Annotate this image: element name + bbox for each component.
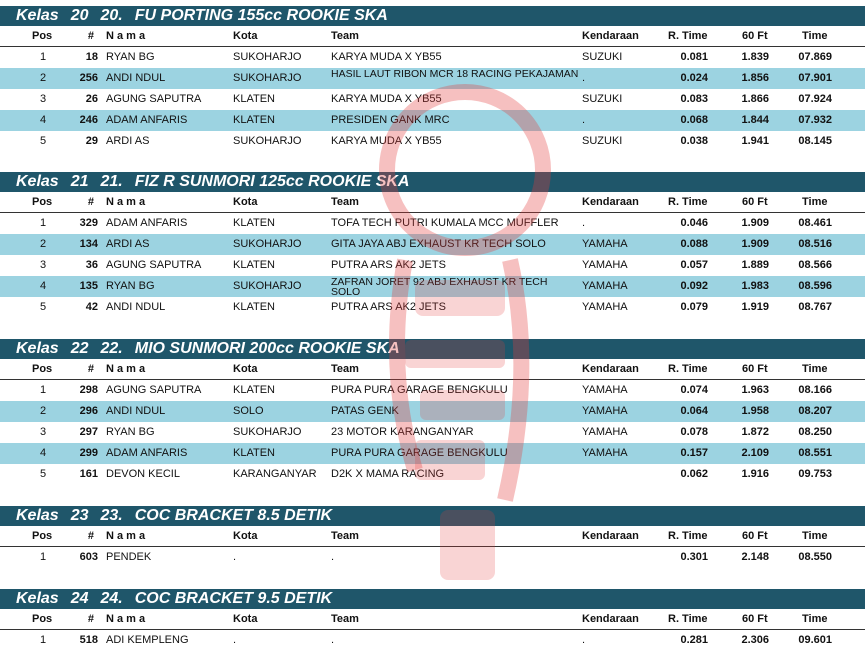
cell-team: 23 MOTOR KARANGANYAR (331, 426, 474, 438)
table-header (0, 192, 865, 213)
cell-ft: 2.306 (741, 634, 769, 646)
cell-ft: 1.919 (741, 301, 769, 313)
cell-name: ADAM ANFARIS (106, 447, 188, 459)
section-title-num: 21 (70, 173, 89, 190)
cell-time: 08.166 (798, 384, 832, 396)
class-section (0, 506, 865, 568)
cell-rt: 0.057 (680, 259, 708, 271)
table-row (0, 47, 865, 68)
cell-kota: SUKOHARJO (233, 72, 302, 84)
cell-kota: SUKOHARJO (233, 51, 302, 63)
cell-kota: KLATEN (233, 114, 275, 126)
cell-no: 135 (79, 280, 98, 292)
class-section (0, 6, 865, 152)
cell-pos: 1 (39, 51, 47, 63)
cell-no: 42 (85, 301, 98, 313)
header-kendaraan: Kendaraan (582, 613, 639, 625)
table-row (0, 630, 865, 651)
cell-kota: SUKOHARJO (233, 135, 302, 147)
section-title-bar (0, 172, 865, 192)
cell-kend: SUZUKI (582, 135, 623, 147)
cell-kota: SOLO (233, 405, 264, 417)
header-ft: 60 Ft (742, 613, 768, 625)
cell-rt: 0.157 (680, 447, 708, 459)
cell-kota: . (233, 634, 237, 646)
table-row (0, 380, 865, 401)
table-header (0, 526, 865, 547)
cell-time: 08.551 (798, 447, 832, 459)
header-rtime: R. Time (668, 196, 708, 208)
cell-kota: KARANGANYAR (233, 468, 317, 480)
cell-team: KARYA MUDA X YB55 (331, 135, 442, 147)
cell-no: 329 (79, 217, 98, 229)
table-header (0, 26, 865, 47)
cell-team: PURA PURA GARAGE BENGKULU (331, 447, 508, 459)
header-team: Team (331, 196, 359, 208)
cell-team: PUTRA ARS AK2 JETS (331, 301, 446, 313)
header-name: N a m a (106, 363, 146, 375)
header-no: # (87, 196, 94, 208)
header-pos: Pos (32, 30, 53, 42)
cell-kend: YAMAHA (582, 301, 628, 313)
cell-name: ADI KEMPLENG (106, 634, 189, 646)
cell-time: 08.461 (798, 217, 832, 229)
cell-name: ARDI AS (106, 135, 150, 147)
header-name: N a m a (106, 613, 146, 625)
header-team: Team (331, 363, 359, 375)
cell-ft: 1.866 (741, 93, 769, 105)
cell-kend: SUZUKI (582, 93, 623, 105)
header-kendaraan: Kendaraan (582, 196, 639, 208)
cell-time: 07.932 (798, 114, 832, 126)
cell-ft: 1.844 (741, 114, 769, 126)
cell-name: DEVON KECIL (106, 468, 180, 480)
cell-name: ANDI NDUL (106, 301, 166, 313)
cell-kend: . (582, 114, 586, 126)
header-rtime: R. Time (668, 30, 708, 42)
header-pos: Pos (32, 530, 53, 542)
header-ft: 60 Ft (742, 530, 768, 542)
cell-rt: 0.088 (680, 238, 708, 250)
cell-name: ADAM ANFARIS (106, 217, 188, 229)
cell-pos: 5 (39, 468, 47, 480)
header-pos: Pos (32, 613, 53, 625)
header-pos: Pos (32, 363, 53, 375)
header-name: N a m a (106, 30, 146, 42)
section-title-bar (0, 589, 865, 609)
cell-kend: YAMAHA (582, 447, 628, 459)
cell-time: 07.901 (798, 72, 832, 84)
cell-no: 256 (79, 72, 98, 84)
cell-ft: 1.909 (741, 238, 769, 250)
cell-kota: KLATEN (233, 217, 275, 229)
cell-kota: SUKOHARJO (233, 238, 302, 250)
cell-kota: SUKOHARJO (233, 280, 302, 292)
header-ft: 60 Ft (742, 30, 768, 42)
header-no: # (87, 363, 94, 375)
section-title-title: COC BRACKET 8.5 DETIK (134, 507, 333, 524)
cell-no: 18 (85, 51, 98, 63)
header-kota: Kota (233, 196, 258, 208)
cell-no: 246 (79, 114, 98, 126)
section-title-bar (0, 6, 865, 26)
cell-time: 08.250 (798, 426, 832, 438)
section-title-kelas: Kelas (16, 590, 59, 607)
table-row (0, 422, 865, 443)
cell-pos: 2 (39, 72, 47, 84)
cell-team: HASIL LAUT RIBON MCR 18 RACING PEKAJAMAN (331, 69, 579, 79)
header-name: N a m a (106, 196, 146, 208)
cell-team: D2K X MAMA RACING (331, 468, 445, 480)
table-row (0, 255, 865, 276)
cell-team: PURA PURA GARAGE BENGKULU (331, 384, 508, 396)
cell-team: . (331, 634, 335, 646)
section-title-num: 20 (70, 7, 89, 24)
cell-name: ADAM ANFARIS (106, 114, 188, 126)
cell-ft: 1.872 (741, 426, 769, 438)
cell-kota: KLATEN (233, 301, 275, 313)
cell-pos: 5 (39, 135, 47, 147)
cell-kend: . (582, 72, 586, 84)
cell-kend: YAMAHA (582, 280, 628, 292)
section-title-title: COC BRACKET 9.5 DETIK (134, 590, 333, 607)
cell-name: ANDI NDUL (106, 405, 166, 417)
cell-time: 07.869 (798, 51, 832, 63)
cell-no: 26 (85, 93, 98, 105)
class-section (0, 589, 865, 651)
cell-kota: KLATEN (233, 384, 275, 396)
section-title-kelas: Kelas (16, 173, 59, 190)
cell-ft: 2.109 (741, 447, 769, 459)
table-row (0, 234, 865, 255)
section-title-label: 23. (100, 507, 123, 524)
cell-rt: 0.024 (680, 72, 708, 84)
section-title-title: FIZ R SUNMORI 125cc ROOKIE SKA (134, 173, 410, 190)
cell-team: PUTRA ARS AK2 JETS (331, 259, 446, 271)
header-team: Team (331, 30, 359, 42)
section-title-title: MIO SUNMORI 200cc ROOKIE SKA (134, 340, 400, 357)
cell-ft: 1.941 (741, 135, 769, 147)
header-time: Time (802, 530, 828, 542)
cell-time: 08.550 (798, 551, 832, 563)
cell-ft: 1.958 (741, 405, 769, 417)
cell-ft: 1.963 (741, 384, 769, 396)
table-row (0, 276, 865, 297)
cell-team: ZAFRAN JORET 92 ABJ EXHAUST KR TECH SOLO (331, 277, 548, 297)
cell-kend: . (582, 634, 586, 646)
cell-time: 09.753 (798, 468, 832, 480)
cell-rt: 0.081 (680, 51, 708, 63)
cell-kend: YAMAHA (582, 384, 628, 396)
section-title-bar (0, 339, 865, 359)
cell-rt: 0.083 (680, 93, 708, 105)
table-row (0, 297, 865, 318)
cell-name: AGUNG SAPUTRA (106, 93, 202, 105)
section-title-kelas: Kelas (16, 507, 59, 524)
cell-no: 518 (79, 634, 98, 646)
header-time: Time (802, 363, 828, 375)
cell-kota: . (233, 551, 237, 563)
header-team: Team (331, 613, 359, 625)
cell-team: GITA JAYA ABJ EXHAUST KR TECH SOLO (331, 238, 546, 250)
cell-time: 07.924 (798, 93, 832, 105)
cell-time: 08.767 (798, 301, 832, 313)
cell-no: 134 (79, 238, 98, 250)
header-rtime: R. Time (668, 530, 708, 542)
cell-pos: 3 (39, 426, 47, 438)
cell-rt: 0.078 (680, 426, 708, 438)
cell-ft: 1.889 (741, 259, 769, 271)
cell-time: 08.596 (798, 280, 832, 292)
cell-ft: 1.909 (741, 217, 769, 229)
cell-no: 603 (79, 551, 98, 563)
cell-team: TOFA TECH PUTRI KUMALA MCC MUFFLER (331, 217, 559, 229)
cell-ft: 1.839 (741, 51, 769, 63)
header-ft: 60 Ft (742, 363, 768, 375)
section-title-label: 21. (100, 173, 123, 190)
cell-team: PATAS GENK (331, 405, 399, 417)
header-kota: Kota (233, 530, 258, 542)
class-section (0, 339, 865, 485)
table-header (0, 359, 865, 380)
section-title-label: 24. (100, 590, 123, 607)
cell-rt: 0.038 (680, 135, 708, 147)
cell-kota: KLATEN (233, 259, 275, 271)
table-row (0, 443, 865, 464)
section-title-num: 22 (70, 340, 89, 357)
cell-ft: 1.916 (741, 468, 769, 480)
cell-ft: 1.983 (741, 280, 769, 292)
cell-kend: YAMAHA (582, 238, 628, 250)
cell-ft: 1.856 (741, 72, 769, 84)
cell-name: AGUNG SAPUTRA (106, 259, 202, 271)
cell-name: ARDI AS (106, 238, 150, 250)
table-row (0, 547, 865, 568)
cell-pos: 1 (39, 384, 47, 396)
cell-time: 08.566 (798, 259, 832, 271)
cell-time: 08.516 (798, 238, 832, 250)
cell-no: 297 (79, 426, 98, 438)
header-team: Team (331, 530, 359, 542)
cell-name: AGUNG SAPUTRA (106, 384, 202, 396)
section-title-title: FU PORTING 155cc ROOKIE SKA (134, 7, 388, 24)
section-title-label: 20. (100, 7, 123, 24)
header-no: # (87, 613, 94, 625)
header-rtime: R. Time (668, 613, 708, 625)
cell-kota: KLATEN (233, 447, 275, 459)
cell-time: 08.207 (798, 405, 832, 417)
header-kota: Kota (233, 613, 258, 625)
cell-pos: 2 (39, 238, 47, 250)
cell-time: 08.145 (798, 135, 832, 147)
table-row (0, 401, 865, 422)
section-title-num: 23 (70, 507, 89, 524)
cell-rt: 0.092 (680, 280, 708, 292)
cell-pos: 2 (39, 405, 47, 417)
cell-kend: . (582, 217, 586, 229)
section-title-label: 22. (100, 340, 123, 357)
cell-no: 29 (85, 135, 98, 147)
header-time: Time (802, 30, 828, 42)
cell-name: RYAN BG (106, 426, 155, 438)
header-pos: Pos (32, 196, 53, 208)
cell-pos: 4 (39, 447, 47, 459)
header-no: # (87, 530, 94, 542)
cell-name: PENDEK (106, 551, 152, 563)
header-time: Time (802, 196, 828, 208)
header-ft: 60 Ft (742, 196, 768, 208)
cell-kend: SUZUKI (582, 51, 623, 63)
header-kota: Kota (233, 30, 258, 42)
cell-no: 296 (79, 405, 98, 417)
header-kendaraan: Kendaraan (582, 30, 639, 42)
cell-no: 299 (79, 447, 98, 459)
cell-no: 161 (79, 468, 98, 480)
cell-rt: 0.074 (680, 384, 708, 396)
cell-team: KARYA MUDA X YB55 (331, 93, 442, 105)
section-title-num: 24 (70, 590, 89, 607)
cell-kota: KLATEN (233, 93, 275, 105)
class-section (0, 172, 865, 318)
cell-pos: 4 (39, 280, 47, 292)
header-time: Time (802, 613, 828, 625)
table-row (0, 464, 865, 485)
cell-pos: 3 (39, 93, 47, 105)
section-title-bar (0, 506, 865, 526)
header-kota: Kota (233, 363, 258, 375)
table-row (0, 68, 865, 89)
cell-rt: 0.068 (680, 114, 708, 126)
cell-name: RYAN BG (106, 280, 155, 292)
cell-team: KARYA MUDA X YB55 (331, 51, 442, 63)
cell-time: 09.601 (798, 634, 832, 646)
cell-no: 298 (79, 384, 98, 396)
cell-pos: 5 (39, 301, 47, 313)
cell-rt: 0.281 (680, 634, 708, 646)
cell-pos: 1 (39, 551, 47, 563)
cell-name: RYAN BG (106, 51, 155, 63)
cell-rt: 0.046 (680, 217, 708, 229)
cell-rt: 0.079 (680, 301, 708, 313)
cell-kota: SUKOHARJO (233, 426, 302, 438)
header-no: # (87, 30, 94, 42)
cell-pos: 1 (39, 217, 47, 229)
table-row (0, 110, 865, 131)
cell-ft: 2.148 (741, 551, 769, 563)
header-name: N a m a (106, 530, 146, 542)
cell-name: ANDI NDUL (106, 72, 166, 84)
header-rtime: R. Time (668, 363, 708, 375)
table-row (0, 213, 865, 234)
cell-rt: 0.064 (680, 405, 708, 417)
cell-team: PRESIDEN GANK MRC (331, 114, 450, 126)
cell-pos: 4 (39, 114, 47, 126)
table-row (0, 89, 865, 110)
cell-rt: 0.301 (680, 551, 708, 563)
header-kendaraan: Kendaraan (582, 530, 639, 542)
cell-kend: YAMAHA (582, 259, 628, 271)
table-header (0, 609, 865, 630)
table-row (0, 131, 865, 152)
cell-rt: 0.062 (680, 468, 708, 480)
cell-pos: 3 (39, 259, 47, 271)
cell-no: 36 (85, 259, 98, 271)
header-kendaraan: Kendaraan (582, 363, 639, 375)
cell-kend: YAMAHA (582, 405, 628, 417)
cell-team: . (331, 551, 335, 563)
cell-kend: YAMAHA (582, 426, 628, 438)
section-title-kelas: Kelas (16, 340, 59, 357)
cell-pos: 1 (39, 634, 47, 646)
section-title-kelas: Kelas (16, 7, 59, 24)
